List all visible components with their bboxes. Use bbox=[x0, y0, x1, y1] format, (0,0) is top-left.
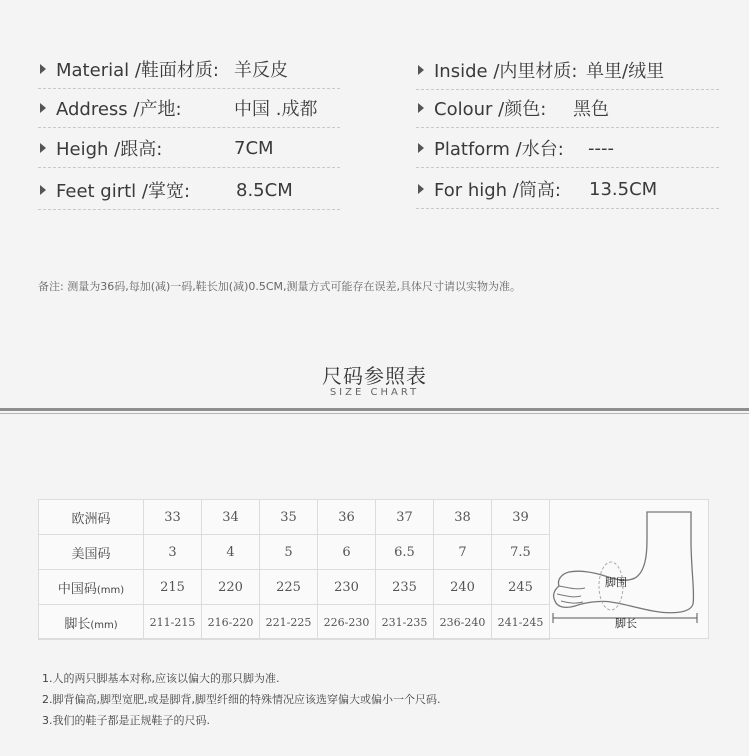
bullet-icon bbox=[40, 143, 46, 153]
bullet-icon bbox=[40, 103, 46, 113]
row-header: 美国码 bbox=[39, 535, 144, 570]
table-cell: 215 bbox=[144, 570, 202, 605]
size-chart-title: 尺码参照表 bbox=[322, 364, 427, 388]
spec-row-feet-girth bbox=[38, 171, 340, 210]
unit-label: (mm) bbox=[90, 619, 118, 631]
row-header: 欧洲码 bbox=[39, 500, 144, 535]
row-header: 脚长(mm) bbox=[39, 605, 144, 640]
table-cell: 5 bbox=[260, 535, 318, 570]
spec-label: Feet girtl /掌宽: bbox=[56, 181, 191, 202]
spec-label: Inside /内里材质: bbox=[434, 61, 578, 82]
foot-diagram bbox=[543, 500, 708, 638]
table-cell: 6 bbox=[318, 535, 376, 570]
note-item: 3.我们的鞋子都是正规鞋子的尺码. bbox=[42, 714, 210, 727]
table-cell: 37 bbox=[376, 500, 434, 535]
spec-row-heel-height bbox=[38, 129, 340, 168]
table-cell: 236-240 bbox=[434, 605, 492, 640]
spec-row-address bbox=[38, 89, 340, 128]
table-cell: 6.5 bbox=[376, 535, 434, 570]
note-item: 1.人的两只脚基本对称,应该以偏大的那只脚为准. bbox=[42, 672, 280, 685]
table-cell: 33 bbox=[144, 500, 202, 535]
spec-label: For high /筒高: bbox=[434, 180, 561, 201]
table-cell: 216-220 bbox=[202, 605, 260, 640]
length-label: 脚长 bbox=[615, 617, 637, 630]
table-cell: 211-215 bbox=[144, 605, 202, 640]
bullet-icon bbox=[418, 103, 424, 113]
spec-value: 7CM bbox=[234, 137, 274, 159]
table-row bbox=[39, 605, 550, 640]
table-cell: 240 bbox=[434, 570, 492, 605]
girth-label: 脚围 bbox=[605, 576, 627, 589]
size-table bbox=[38, 499, 550, 640]
table-cell: 38 bbox=[434, 500, 492, 535]
table-cell: 220 bbox=[202, 570, 260, 605]
spec-value: 8.5CM bbox=[236, 179, 293, 201]
spec-row-inside bbox=[416, 51, 719, 90]
measurement-note: 备注: 测量为36码,每加(减)一码,鞋长加(减)0.5CM,测量方式可能存在误差,具体尺寸请以实物为准。 bbox=[38, 280, 522, 293]
spec-label: Heigh /跟高: bbox=[56, 139, 163, 160]
table-cell: 35 bbox=[260, 500, 318, 535]
spec-value: 单里/绒里 bbox=[586, 61, 665, 82]
table-cell: 4 bbox=[202, 535, 260, 570]
section-divider bbox=[0, 408, 749, 411]
bullet-icon bbox=[40, 185, 46, 195]
table-cell: 241-245 bbox=[492, 605, 550, 640]
foot-outline bbox=[554, 512, 694, 613]
size-notes bbox=[42, 670, 440, 733]
table-cell: 225 bbox=[260, 570, 318, 605]
bullet-icon bbox=[418, 143, 424, 153]
table-cell: 231-235 bbox=[376, 605, 434, 640]
table-cell: 221-225 bbox=[260, 605, 318, 640]
section-divider-thin bbox=[0, 413, 749, 414]
table-cell: 226-230 bbox=[318, 605, 376, 640]
toe-lines bbox=[557, 586, 585, 603]
table-cell: 230 bbox=[318, 570, 376, 605]
spec-value: 中国 .成都 bbox=[234, 99, 318, 120]
table-cell: 34 bbox=[202, 500, 260, 535]
spec-value: ---- bbox=[588, 137, 614, 159]
spec-row-shaft-height bbox=[416, 170, 719, 209]
bullet-icon bbox=[418, 184, 424, 194]
bullet-icon bbox=[418, 65, 424, 75]
row-header: 中国码(mm) bbox=[39, 570, 144, 605]
table-cell: 3 bbox=[144, 535, 202, 570]
table-cell: 36 bbox=[318, 500, 376, 535]
size-chart-subtitle: SIZE CHART bbox=[329, 387, 420, 398]
spec-row-colour bbox=[416, 89, 719, 128]
table-cell: 39 bbox=[492, 500, 550, 535]
table-cell: 235 bbox=[376, 570, 434, 605]
spec-row-material bbox=[38, 50, 340, 89]
bullet-icon bbox=[40, 64, 46, 74]
spec-label: Material /鞋面材质: bbox=[56, 60, 219, 81]
table-row bbox=[39, 535, 550, 570]
table-cell: 245 bbox=[492, 570, 550, 605]
note-item: 2.脚背偏高,脚型宽肥,或是脚背,脚型纤细的特殊情况应该选穿偏大或偏小一个尺码. bbox=[42, 693, 441, 706]
spec-label: Colour /颜色: bbox=[434, 99, 547, 120]
spec-row-platform bbox=[416, 129, 719, 168]
table-row bbox=[39, 500, 550, 535]
table-cell: 7.5 bbox=[492, 535, 550, 570]
spec-value: 羊反皮 bbox=[234, 60, 288, 81]
spec-label: Address /产地: bbox=[56, 99, 182, 120]
spec-value: 13.5CM bbox=[589, 178, 658, 200]
table-row bbox=[39, 570, 550, 605]
table-cell: 7 bbox=[434, 535, 492, 570]
spec-label: Platform /水台: bbox=[434, 139, 564, 160]
unit-label: (mm) bbox=[96, 584, 125, 596]
spec-value: 黑色 bbox=[573, 99, 609, 120]
